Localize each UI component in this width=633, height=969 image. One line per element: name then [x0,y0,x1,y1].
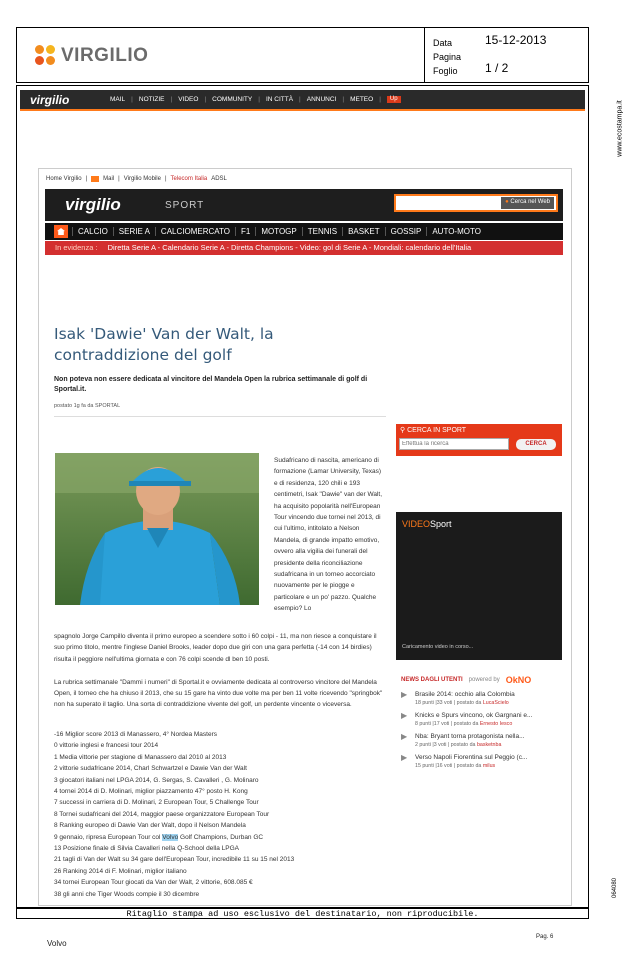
list-item: 1 Media vittorie per stagione di Manassero dal 2010 al 2013 [54,753,227,761]
reproduction-notice: Ritaglio stampa ad uso esclusivo del destinatario, non riproducibile. [16,908,589,919]
brand-name: VIRGILIO [61,45,149,66]
topbar-item-citta[interactable]: IN CITTÀ [265,96,294,103]
powered-by: powered by [468,677,500,683]
value-date: 15-12-2013 [485,33,547,47]
virgilio-topbar [20,90,585,111]
home-icon[interactable] [54,225,68,238]
news-item-title[interactable]: Verso Napoli Fiorentina sul Peggio (c... [415,754,528,761]
video-sport-box[interactable] [396,512,562,660]
nav-item-serie-a[interactable]: SERIE A [113,227,155,236]
link-telecom[interactable]: Telecom Italia [170,176,208,182]
arrow-icon: ▶ [401,690,408,699]
topbar-logo-text: virgilio [30,93,70,107]
news-item[interactable] [401,711,561,729]
topbar-item-annunci[interactable]: ANNUNCI [306,96,337,103]
link-home[interactable]: Home Virgilio [46,176,82,182]
virgilio-logo[interactable]: virgilio [65,195,121,214]
news-item-source[interactable]: basketnba [476,742,502,748]
news-item-title[interactable]: Nba: Bryant torna protagonista nella... [415,733,525,740]
article-body-part1: spagnolo Jorge Campillo diventa il primo europeo a scendere sotto i 60 colpi - 11, ma non riesce a conquistare il suo primo titolo, mentre l'inglese Daniel Brooks, leader dopo due giri con una gara perfetta (-14 con 14 birdies) risulta il peggiore nell'ultima giornata e con 76 colpi scende dl ben 10 posti. [54,633,377,663]
web-search-input[interactable] [394,194,558,212]
evidence-links[interactable]: Diretta Serie A - Calendario Serie A - Diretta Champions - Video: gol di Serie A - Mondiali: calendario dell'Italia [107,243,472,252]
nav-item-motogp[interactable]: MOTOGP [255,227,301,236]
article-body-full [54,631,386,711]
nav-item-gossip[interactable]: GOSSIP [385,227,427,236]
nav-item-tennis[interactable]: TENNIS [302,227,342,236]
main-nav [45,223,563,240]
label-foglio: Foglio [433,66,458,76]
arrow-icon: ▶ [401,753,408,762]
news-item[interactable] [401,690,561,708]
list-item: -16 Miglior score 2013 di Manassero, 4° Nordea Masters [54,731,218,738]
list-item: 0 vittorie inglesi e francesi tour 2014 [54,742,159,750]
evidence-label: In evidenza : [55,243,98,252]
golfer-illustration [55,453,259,605]
list-item: 38 gli anni che Tiger Woods compie il 30 dicembre [54,890,200,898]
link-mobile[interactable]: Virgilio Mobile [123,176,161,182]
news-item-meta: 2 punti |3 voti | postato da [415,742,477,748]
news-item-title[interactable]: Knicks e Spurs vincono, ok Gargnani e... [415,712,533,719]
value-pagina [485,48,546,58]
section-name: SPORT [165,200,205,211]
web-search-button-label: Cerca nel Web [510,199,550,205]
numbers-list [54,729,386,900]
video-title [402,519,452,529]
arrow-icon: ▶ [401,711,408,720]
list-item: 4 tornei 2014 di D. Molinari, miglior piazzamento 47° posto H. Kong [54,788,248,796]
topbar-item-meteo[interactable]: METEO [350,96,374,103]
nav-item-basket[interactable]: BASKET [342,227,385,236]
arrow-icon: ▶ [401,732,408,741]
top-links: Home Virgilio | Mail | Virgilio Mobile | Telecom Italia ADSL [46,176,227,182]
topbar-item-mail[interactable]: MAIL [110,96,126,103]
search-icon: ● [505,199,509,205]
topbar-logo[interactable] [30,93,69,107]
link-adsl[interactable]: ADSL [211,176,227,182]
mail-icon [91,176,99,182]
article-posted: postato 1g fa da SPORTAL [54,403,121,409]
search-icon: ⚲ [400,427,406,434]
article-divider [54,416,386,417]
news-item-source[interactable]: LucaScielo [482,700,509,706]
topbar-item-notizie[interactable]: NOTIZIE [138,96,165,103]
sport-search-input[interactable] [399,438,509,450]
golfer-photo [55,453,259,605]
clipping-header [16,27,589,83]
article-title: Isak 'Dawie' Van der Walt, la contraddizione del golf [54,325,274,364]
topbar-tag[interactable]: Up [387,96,401,103]
list-item: 21 tagli di Van der Walt su 34 gare dell'European Tour, incredibile 11 su 15 nel 2013 [54,856,295,864]
okno-logo[interactable]: OkNO [505,675,532,685]
video-loading: Caricamento video in corso... [402,644,474,650]
list-item: 13 Posizione finale di Silvia Cavalleri nella Q-School della LPGA [54,845,239,853]
code-text: 064080 [612,877,619,899]
sport-search-title [400,426,466,434]
news-item-source[interactable]: Ernesto Iesco [479,721,513,727]
site-text: www.ecostampa.it [616,100,624,157]
web-search-button[interactable] [501,197,554,209]
video-title-b: Sport [430,519,452,529]
label-pagina: Pagina [433,52,462,62]
news-item-meta: 8 punti |17 voti | postato da [415,721,480,727]
news-title: NEWS DAGLI UTENTI [401,677,463,683]
nav-item-calciomercato[interactable]: CALCIOMERCATO [155,227,235,236]
news-item-title[interactable]: Brasile 2014: occhio alla Colombia [415,691,515,698]
link-mail[interactable]: Mail [103,176,115,182]
list-item: 2 vittorie sudafricane 2014, Charl Schwartzel e Dawie Van der Walt [54,765,247,773]
article-lead: Non poteva non essere dedicata al vincitore del Mandela Open la rubrica settimanale di golf di Sportal.it. [54,376,368,393]
side-site-label [613,85,625,175]
topbar-item-community[interactable]: COMMUNITY [212,96,253,103]
value-foglio: 1 / 2 [485,61,509,75]
article-body-right: Sudafricano di nascita, americano di formazione (Lamar University, Texas) e di residenza, 120 chili e 193 centimetri, Isak "Dawie" van der Walt, ha acquisito popolarità nell'European Tour vincendo due tornei nel 2013, di cui l'ultimo, intitolato a Nelson Mandela, di grande impatto emotivo, ovvero alla vigilia dei funerali del presidente della riconciliazione sudafricana in un torneo accorciato nuovamente per le piogge e particolare e un po' pazzo. Qualche esempio? Lo [274,457,383,613]
news-item-meta: 18 punti |33 voti | postato da [415,700,483,706]
label-data: Data [433,38,453,48]
news-header [401,675,561,685]
news-item-meta: 15 punti |16 voti | postato da [415,763,483,769]
header-divider [424,28,425,83]
list-item: 3 giocatori italiani nel LPGA 2014, G. Sergas, S. Cavalleri , G. Molinaro [54,776,259,784]
video-title-a: VIDEO [402,519,431,529]
highlighted-word: Volvo [162,833,179,841]
nav-item-auto-moto[interactable]: AUTO-MOTO [426,227,486,236]
sport-header [45,189,563,221]
news-item[interactable] [401,753,561,771]
sport-search-title-text: CERCA IN SPORT [407,427,467,434]
virgilio-logo-icon [35,45,57,67]
topbar-item-video[interactable]: VIDEO [178,96,199,103]
sport-search-button[interactable]: CERCA [516,439,556,450]
topbar-nav: MAIL | NOTIZIE | VIDEO | COMMUNITY | IN CITTÀ | ANNUNCI | METEO | Up [110,96,401,103]
list-item: 8 Ranking europeo di Dawie Van der Walt, dopo il Nelson Mandela [54,822,246,830]
news-item[interactable] [401,732,561,750]
article-body-part2: La rubrica settimanale "Dammi i numeri" di Sportal.it e ovviamente dedicata al controverso vincitore del Mandela Open, il torneo che ha chiuso il 2013, che su 15 gare ha vinto due volte ma per ben 11 volte ricevendo "springbok" non ha superato il taglio. Una sorta di contraddizione vivente del golf, un perdente vincente o viceversa. [54,678,383,709]
list-item-highlighted: 9 gennaio, ripresa European Tour col Volvo Golf Champions, Durban GC [54,833,264,841]
list-item: 7 successi in carriera di D. Molinari, 2 European Tour, 5 Challenge Tour [54,799,259,807]
nav-item-calcio[interactable]: CALCIO [72,227,113,236]
list-item: 34 tornei European Tour giocati da Van der Walt, 2 vittorie, 608.085 € [54,879,253,887]
list-item: 26 Ranking 2014 di F. Molinari, miglior italiano [54,867,187,875]
page-number: Pag. 6 [536,934,554,940]
meta-labels [433,36,461,78]
evidence-bar [45,241,563,255]
news-item-source[interactable]: milus [482,763,496,769]
list-item: 8 Tornei sudafricani del 2014, maggior paese organizzatore European Tour [54,810,270,818]
nav-item-f1[interactable]: F1 [235,227,255,236]
client-name: Volvo [47,939,67,948]
virgilio-brand-logo [35,43,148,69]
meta-values [485,32,546,76]
sport-search-box [396,424,562,456]
